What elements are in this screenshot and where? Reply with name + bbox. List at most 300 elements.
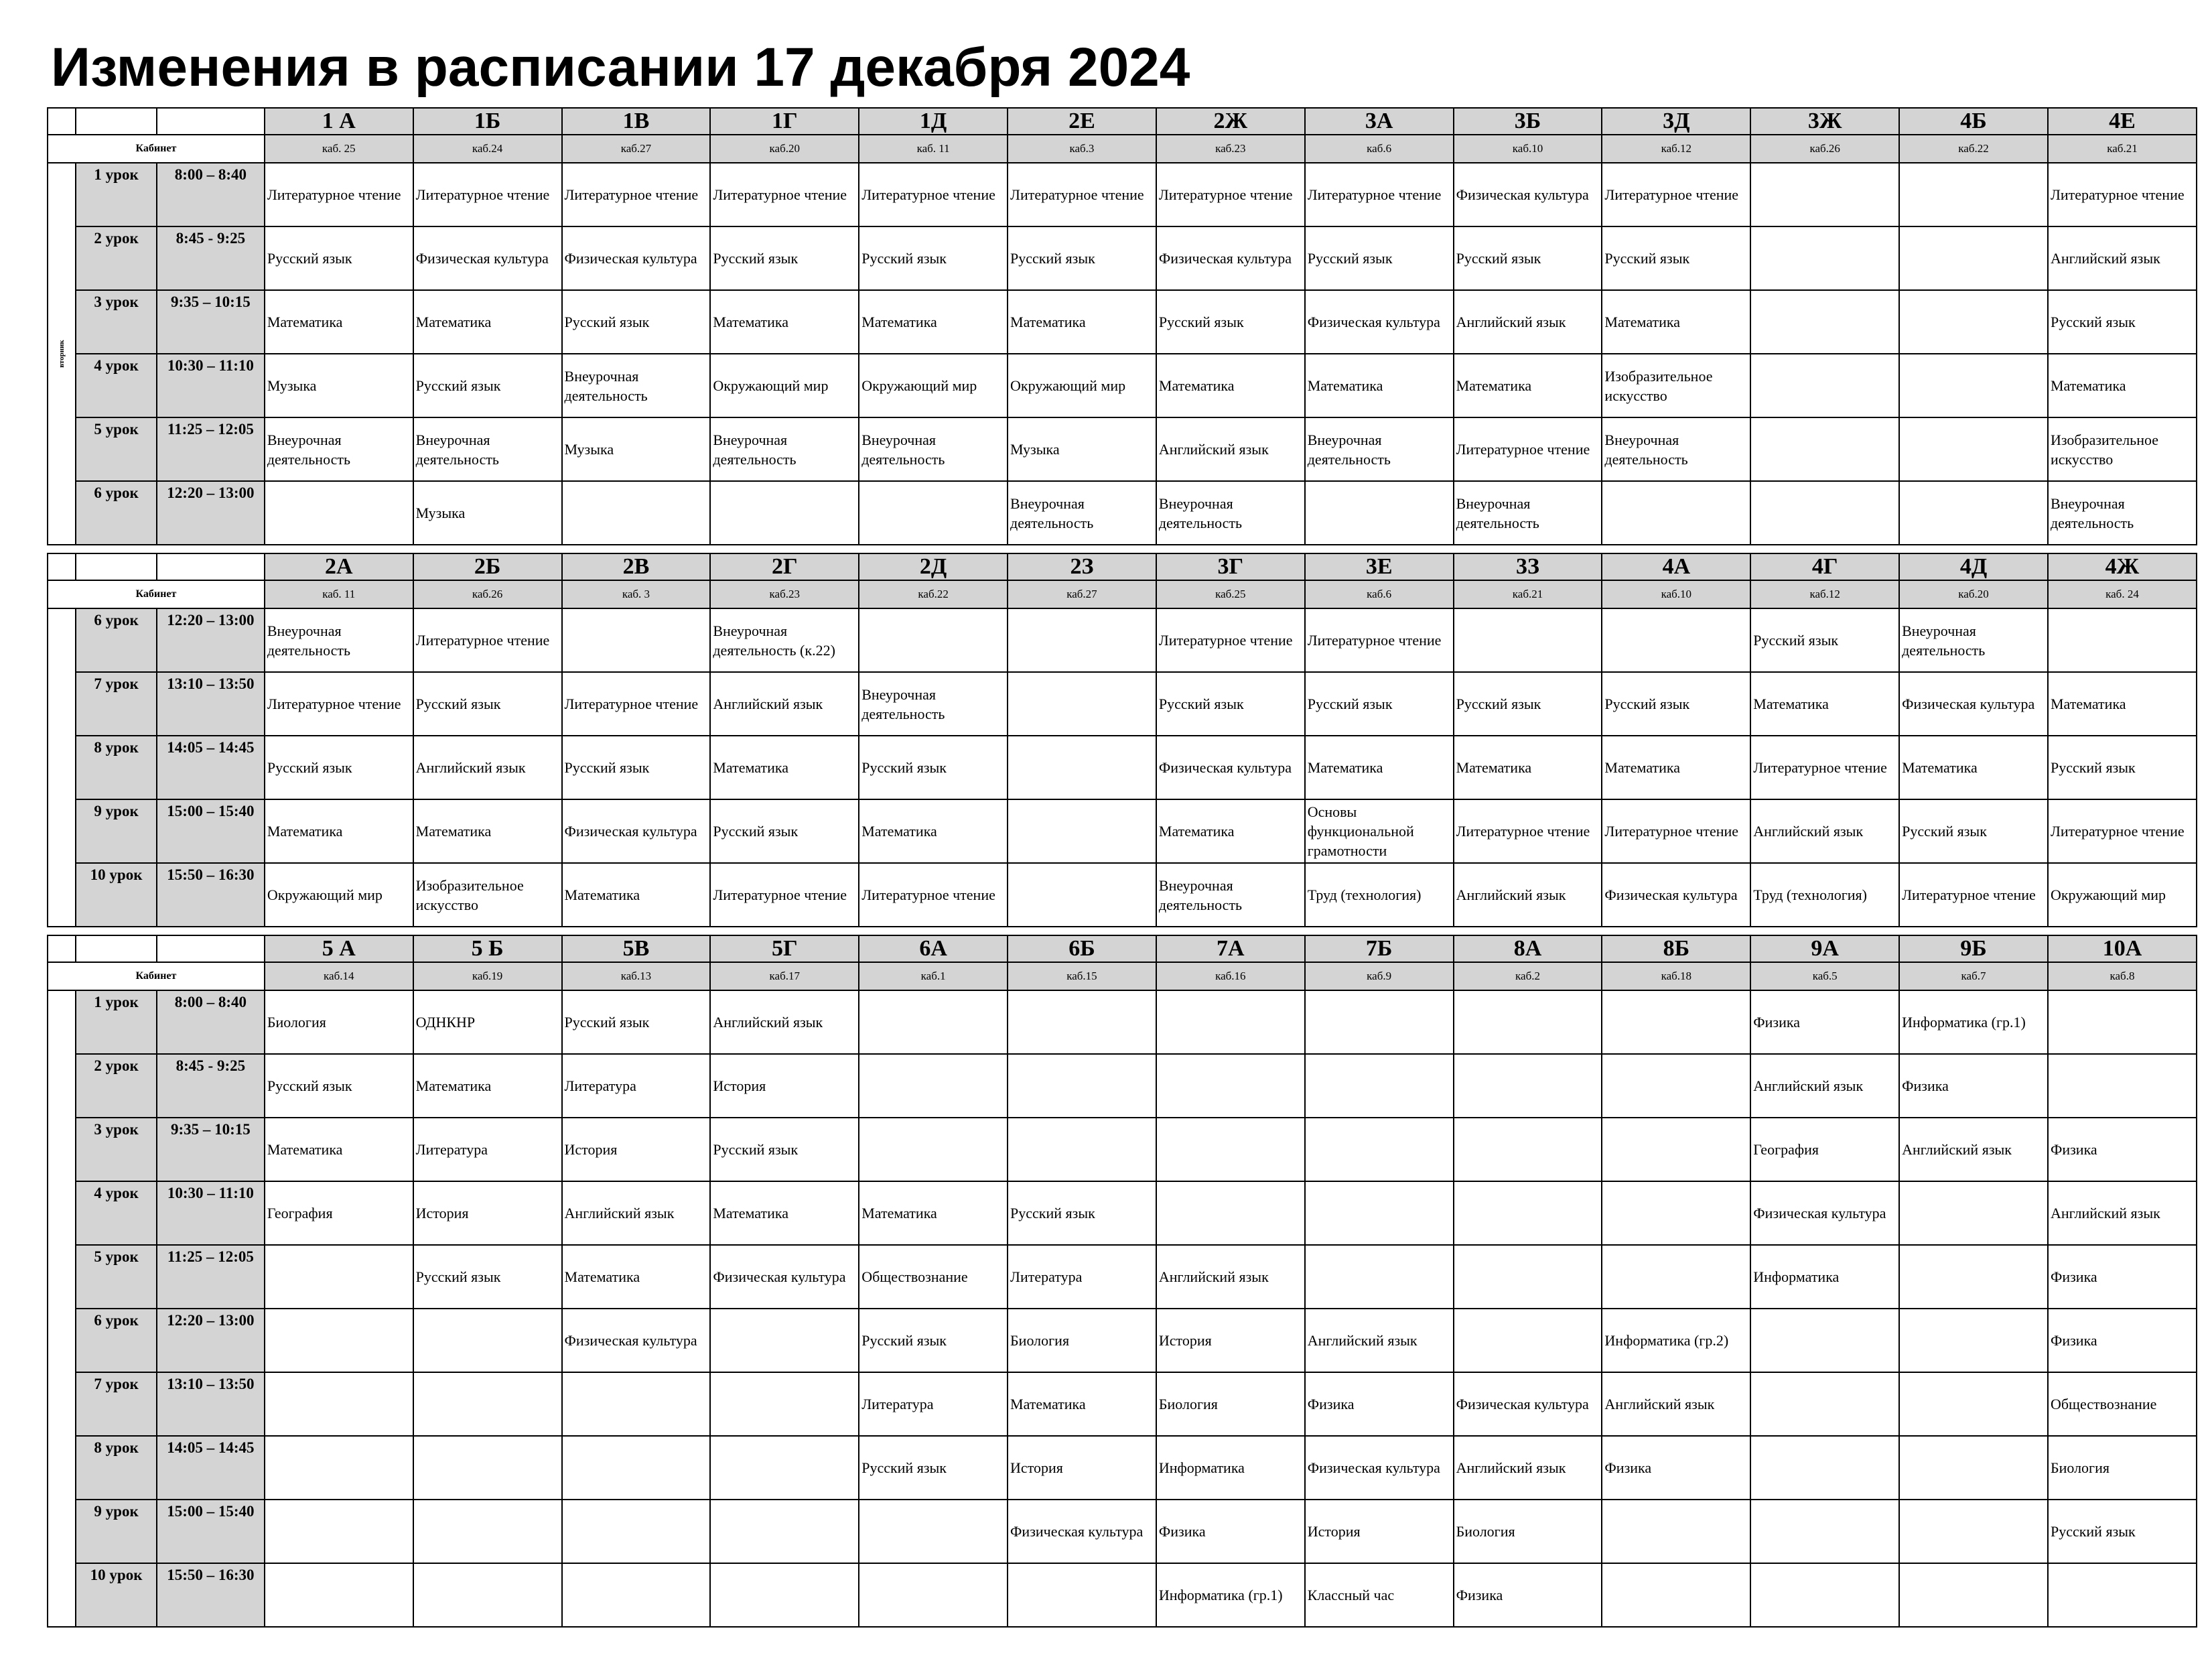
subject-cell xyxy=(1602,1181,1750,1245)
subject-cell xyxy=(1008,736,1156,799)
lesson-time: 12:20 – 13:00 xyxy=(157,608,265,672)
day-cell xyxy=(48,608,76,927)
cabinet-number: каб.20 xyxy=(1899,580,2048,608)
cabinet-row xyxy=(48,580,2197,608)
lesson-number: 4 урок xyxy=(76,1181,157,1245)
subject-cell: Окружающий мир xyxy=(710,354,859,417)
subject-cell xyxy=(1899,163,2048,226)
subject-cell: История xyxy=(413,1181,562,1245)
subject-cell: Математика xyxy=(1305,736,1454,799)
subject-cell: Английский язык xyxy=(710,990,859,1054)
subject-cell: Физика xyxy=(1305,1372,1454,1436)
class-name: 5 А xyxy=(265,935,413,962)
cabinet-number: каб.25 xyxy=(1156,580,1305,608)
cabinet-label: Кабинет xyxy=(48,580,265,608)
subject-cell: Литературное чтение xyxy=(562,672,711,736)
class-name: 8А xyxy=(1454,935,1602,962)
lesson-number: 2 урок xyxy=(76,226,157,290)
subject-cell: Русский язык xyxy=(710,1118,859,1181)
subject-cell: Математика xyxy=(1008,1372,1156,1436)
lesson-time: 9:35 – 10:15 xyxy=(157,290,265,354)
subject-cell xyxy=(859,990,1008,1054)
cabinet-number: каб.2 xyxy=(1454,962,1602,990)
subject-cell xyxy=(1899,1436,2048,1500)
schedule-block-1 xyxy=(47,107,2197,545)
cabinet-number: каб.26 xyxy=(1750,135,1899,163)
subject-cell: Русский язык xyxy=(1454,226,1602,290)
subject-cell: Литературное чтение xyxy=(1156,608,1305,672)
subject-cell: Литературное чтение xyxy=(562,163,711,226)
lesson-row xyxy=(48,799,2197,863)
cabinet-number: каб. 11 xyxy=(859,135,1008,163)
subject-cell xyxy=(1750,290,1899,354)
subject-cell xyxy=(1008,672,1156,736)
subject-cell: Русский язык xyxy=(710,799,859,863)
cabinet-number: каб.17 xyxy=(710,962,859,990)
cabinet-number: каб.24 xyxy=(413,135,562,163)
header-blank-cell xyxy=(48,935,76,962)
subject-cell xyxy=(1305,1245,1454,1309)
subject-cell xyxy=(1750,354,1899,417)
cabinet-number: каб.19 xyxy=(413,962,562,990)
subject-cell: Математика xyxy=(1454,354,1602,417)
class-name: 5В xyxy=(562,935,711,962)
subject-cell: Физическая культура xyxy=(1602,863,1750,927)
subject-cell: Музыка xyxy=(413,481,562,545)
subject-cell: Внеурочная деятельность xyxy=(859,417,1008,481)
subject-cell xyxy=(1008,799,1156,863)
subject-cell xyxy=(859,1563,1008,1627)
subject-cell xyxy=(1156,1118,1305,1181)
subject-cell xyxy=(1454,608,1602,672)
cabinet-row xyxy=(48,962,2197,990)
subject-cell xyxy=(859,1054,1008,1118)
subject-cell xyxy=(413,1436,562,1500)
subject-cell xyxy=(562,1500,711,1563)
cabinet-label: Кабинет xyxy=(48,962,265,990)
subject-cell xyxy=(1454,990,1602,1054)
subject-cell: Английский язык xyxy=(1750,1054,1899,1118)
class-name: 1В xyxy=(562,108,711,135)
class-name: 5 Б xyxy=(413,935,562,962)
subject-cell xyxy=(1454,1054,1602,1118)
cabinet-number: каб.27 xyxy=(562,135,711,163)
subject-cell: Русский язык xyxy=(562,290,711,354)
subject-cell: Информатика (гр.1) xyxy=(1899,990,2048,1054)
subject-cell: Русский язык xyxy=(859,736,1008,799)
subject-cell xyxy=(1602,1118,1750,1181)
subject-cell xyxy=(1602,1245,1750,1309)
subject-cell: История xyxy=(1156,1309,1305,1372)
subject-cell: Русский язык xyxy=(859,1436,1008,1500)
class-name: 9А xyxy=(1750,935,1899,962)
subject-cell xyxy=(562,481,711,545)
subject-cell xyxy=(1750,1436,1899,1500)
subject-cell: Математика xyxy=(859,799,1008,863)
cabinet-number: каб.20 xyxy=(710,135,859,163)
cabinet-number: каб.16 xyxy=(1156,962,1305,990)
header-blank-cell xyxy=(157,553,265,580)
header-blank-cell xyxy=(76,935,157,962)
subject-cell xyxy=(1156,1054,1305,1118)
subject-cell: История xyxy=(1305,1500,1454,1563)
class-name: 4Ж xyxy=(2048,553,2197,580)
class-name: 6Б xyxy=(1008,935,1156,962)
lesson-time: 12:20 – 13:00 xyxy=(157,1309,265,1372)
subject-cell xyxy=(1899,481,2048,545)
subject-cell: Русский язык xyxy=(1008,1181,1156,1245)
subject-cell: Математика xyxy=(1305,354,1454,417)
lesson-row xyxy=(48,226,2197,290)
lesson-number: 8 урок xyxy=(76,1436,157,1500)
subject-cell xyxy=(265,1500,413,1563)
subject-cell: Русский язык xyxy=(1156,290,1305,354)
lesson-number: 10 урок xyxy=(76,863,157,927)
subject-cell xyxy=(1008,863,1156,927)
lesson-time: 9:35 – 10:15 xyxy=(157,1118,265,1181)
class-name: 1Г xyxy=(710,108,859,135)
subject-cell: Математика xyxy=(1156,799,1305,863)
subject-cell: Окружающий мир xyxy=(2048,863,2197,927)
subject-cell xyxy=(562,608,711,672)
lesson-number: 6 урок xyxy=(76,608,157,672)
cabinet-number: каб.27 xyxy=(1008,580,1156,608)
lesson-row xyxy=(48,608,2197,672)
subject-cell: Русский язык xyxy=(562,990,711,1054)
subject-cell xyxy=(265,481,413,545)
subject-cell: Окружающий мир xyxy=(1008,354,1156,417)
subject-cell: Физика xyxy=(1750,990,1899,1054)
class-name: 2Ж xyxy=(1156,108,1305,135)
cabinet-number: каб.21 xyxy=(2048,135,2197,163)
cabinet-number: каб.15 xyxy=(1008,962,1156,990)
subject-cell: Литературное чтение xyxy=(2048,799,2197,863)
subject-cell xyxy=(562,1436,711,1500)
subject-cell: Биология xyxy=(1008,1309,1156,1372)
lesson-row xyxy=(48,481,2197,545)
subject-cell xyxy=(2048,1563,2197,1627)
subject-cell: Физическая культура xyxy=(710,1245,859,1309)
subject-cell: Литературное чтение xyxy=(859,163,1008,226)
subject-cell: Физическая культура xyxy=(1899,672,2048,736)
subject-cell xyxy=(710,1436,859,1500)
subject-cell: Русский язык xyxy=(413,354,562,417)
subject-cell: Математика xyxy=(1750,672,1899,736)
cabinet-number: каб.14 xyxy=(265,962,413,990)
subject-cell xyxy=(1156,990,1305,1054)
subject-cell: Биология xyxy=(2048,1436,2197,1500)
cabinet-number: каб.6 xyxy=(1305,580,1454,608)
cabinet-number: каб.9 xyxy=(1305,962,1454,990)
subject-cell xyxy=(1454,1245,1602,1309)
subject-cell: Русский язык xyxy=(1305,226,1454,290)
subject-cell: Информатика xyxy=(1156,1436,1305,1500)
subject-cell: Русский язык xyxy=(710,226,859,290)
subject-cell xyxy=(1008,608,1156,672)
subject-cell: Внеурочная деятельность xyxy=(1305,417,1454,481)
lesson-number: 4 урок xyxy=(76,354,157,417)
class-name: 4Б xyxy=(1899,108,2048,135)
subject-cell: Физическая культура xyxy=(1305,290,1454,354)
header-blank-cell xyxy=(157,935,265,962)
subject-cell: Математика xyxy=(265,290,413,354)
subject-cell: Музыка xyxy=(265,354,413,417)
subject-cell: Литературное чтение xyxy=(1750,736,1899,799)
cabinet-number: каб.10 xyxy=(1602,580,1750,608)
subject-cell xyxy=(1899,1372,2048,1436)
cabinet-number: каб.22 xyxy=(859,580,1008,608)
subject-cell xyxy=(413,1563,562,1627)
class-name: 4Д xyxy=(1899,553,2048,580)
class-name: 3Г xyxy=(1156,553,1305,580)
subject-cell: Русский язык xyxy=(2048,736,2197,799)
subject-cell xyxy=(1602,1054,1750,1118)
subject-cell: Литературное чтение xyxy=(265,163,413,226)
subject-cell: ОДНКНР xyxy=(413,990,562,1054)
subject-cell: История xyxy=(1008,1436,1156,1500)
subject-cell: Математика xyxy=(710,1181,859,1245)
subject-cell xyxy=(265,1372,413,1436)
lesson-row xyxy=(48,417,2197,481)
subject-cell: Внеурочная деятельность xyxy=(2048,481,2197,545)
subject-cell: Математика xyxy=(859,290,1008,354)
lesson-number: 5 урок xyxy=(76,1245,157,1309)
lesson-time: 12:20 – 13:00 xyxy=(157,481,265,545)
subject-cell: Физика xyxy=(1156,1500,1305,1563)
subject-cell: Русский язык xyxy=(859,1309,1008,1372)
lesson-row xyxy=(48,163,2197,226)
subject-cell: Внеурочная деятельность xyxy=(859,672,1008,736)
subject-cell: Литературное чтение xyxy=(710,863,859,927)
subject-cell: Физическая культура xyxy=(1156,736,1305,799)
subject-cell xyxy=(710,481,859,545)
cabinet-number: каб.6 xyxy=(1305,135,1454,163)
subject-cell: Физика xyxy=(2048,1118,2197,1181)
class-name: 2Д xyxy=(859,553,1008,580)
subject-cell: Английский язык xyxy=(1454,1436,1602,1500)
lesson-time: 13:10 – 13:50 xyxy=(157,1372,265,1436)
lesson-row xyxy=(48,1118,2197,1181)
subject-cell xyxy=(413,1309,562,1372)
lesson-time: 8:00 – 8:40 xyxy=(157,990,265,1054)
subject-cell: Русский язык xyxy=(413,1245,562,1309)
subject-cell: Изобразительное искусство xyxy=(2048,417,2197,481)
subject-cell: Изобразительное искусство xyxy=(1602,354,1750,417)
cabinet-number: каб.1 xyxy=(859,962,1008,990)
subject-cell: Математика xyxy=(2048,672,2197,736)
class-name: 2В xyxy=(562,553,711,580)
subject-cell xyxy=(1602,1563,1750,1627)
subject-cell: Литературное чтение xyxy=(710,163,859,226)
subject-cell xyxy=(859,608,1008,672)
lesson-number: 10 урок xyxy=(76,1563,157,1627)
subject-cell: Английский язык xyxy=(2048,1181,2197,1245)
subject-cell xyxy=(1602,990,1750,1054)
subject-cell: Литературное чтение xyxy=(2048,163,2197,226)
subject-cell: Обществознание xyxy=(859,1245,1008,1309)
class-name: 3А xyxy=(1305,108,1454,135)
lesson-time: 15:00 – 15:40 xyxy=(157,799,265,863)
subject-cell: Русский язык xyxy=(1899,799,2048,863)
subject-cell: География xyxy=(265,1181,413,1245)
subject-cell xyxy=(1454,1181,1602,1245)
subject-cell: Основы функциональной грамотности xyxy=(1305,799,1454,863)
class-name: 1Б xyxy=(413,108,562,135)
subject-cell: Биология xyxy=(1156,1372,1305,1436)
subject-cell xyxy=(1602,608,1750,672)
cabinet-number: каб.18 xyxy=(1602,962,1750,990)
cabinet-label: Кабинет xyxy=(48,135,265,163)
subject-cell xyxy=(1899,1500,2048,1563)
cabinet-number: каб.12 xyxy=(1750,580,1899,608)
subject-cell: Внеурочная деятельность xyxy=(562,354,711,417)
subject-cell: Биология xyxy=(1454,1500,1602,1563)
subject-cell: Русский язык xyxy=(1602,226,1750,290)
subject-cell: Английский язык xyxy=(1899,1118,2048,1181)
subject-cell xyxy=(1305,1181,1454,1245)
lesson-row xyxy=(48,1245,2197,1309)
subject-cell: Литература xyxy=(859,1372,1008,1436)
lesson-number: 3 урок xyxy=(76,1118,157,1181)
lesson-number: 1 урок xyxy=(76,990,157,1054)
subject-cell xyxy=(1454,1309,1602,1372)
lesson-row xyxy=(48,736,2197,799)
cabinet-number: каб. 25 xyxy=(265,135,413,163)
cabinet-number: каб. 3 xyxy=(562,580,711,608)
cabinet-number: каб.26 xyxy=(413,580,562,608)
lesson-time: 10:30 – 11:10 xyxy=(157,354,265,417)
timetable xyxy=(47,107,2197,545)
subject-cell: Физика xyxy=(1454,1563,1602,1627)
subject-cell xyxy=(1750,481,1899,545)
subject-cell xyxy=(710,1563,859,1627)
lesson-time: 13:10 – 13:50 xyxy=(157,672,265,736)
day-cell xyxy=(48,163,76,545)
subject-cell: Внеурочная деятельность xyxy=(1156,481,1305,545)
subject-cell xyxy=(1750,417,1899,481)
subject-cell xyxy=(1156,1181,1305,1245)
subject-cell: Литературное чтение xyxy=(1899,863,2048,927)
subject-cell: Математика xyxy=(1008,290,1156,354)
subject-cell: Физическая культура xyxy=(562,799,711,863)
class-name: 2Е xyxy=(1008,108,1156,135)
subject-cell: Биология xyxy=(265,990,413,1054)
cabinet-number: каб.23 xyxy=(1156,135,1305,163)
subject-cell xyxy=(413,1500,562,1563)
lesson-row xyxy=(48,1309,2197,1372)
class-name: 4Г xyxy=(1750,553,1899,580)
class-header-row xyxy=(48,553,2197,580)
subject-cell xyxy=(710,1372,859,1436)
class-name: 3З xyxy=(1454,553,1602,580)
subject-cell: Внеурочная деятельность xyxy=(1156,863,1305,927)
subject-cell: Музыка xyxy=(1008,417,1156,481)
subject-cell xyxy=(1008,990,1156,1054)
subject-cell: Физическая культура xyxy=(562,226,711,290)
subject-cell: Литературное чтение xyxy=(1602,799,1750,863)
subject-cell: Английский язык xyxy=(562,1181,711,1245)
subject-cell: Внеурочная деятельность xyxy=(1454,481,1602,545)
class-header-row xyxy=(48,108,2197,135)
lesson-number: 2 урок xyxy=(76,1054,157,1118)
subject-cell: Физика xyxy=(1602,1436,1750,1500)
cabinet-number: каб.12 xyxy=(1602,135,1750,163)
subject-cell xyxy=(710,1500,859,1563)
lesson-row xyxy=(48,1500,2197,1563)
subject-cell xyxy=(1750,1563,1899,1627)
subject-cell: Математика xyxy=(413,1054,562,1118)
subject-cell: Русский язык xyxy=(562,736,711,799)
subject-cell: Русский язык xyxy=(859,226,1008,290)
subject-cell: Литературное чтение xyxy=(413,608,562,672)
lesson-number: 7 урок xyxy=(76,672,157,736)
subject-cell: Информатика xyxy=(1750,1245,1899,1309)
subject-cell: Математика xyxy=(859,1181,1008,1245)
lesson-number: 8 урок xyxy=(76,736,157,799)
cabinet-number: каб.7 xyxy=(1899,962,2048,990)
header-blank-cell xyxy=(76,108,157,135)
subject-cell: Русский язык xyxy=(2048,1500,2197,1563)
subject-cell: Музыка xyxy=(562,417,711,481)
subject-cell xyxy=(413,1372,562,1436)
subject-cell xyxy=(2048,1054,2197,1118)
subject-cell: Русский язык xyxy=(1750,608,1899,672)
lesson-number: 9 урок xyxy=(76,1500,157,1563)
subject-cell: Математика xyxy=(1156,354,1305,417)
cabinet-number: каб.3 xyxy=(1008,135,1156,163)
timetable xyxy=(47,553,2197,927)
subject-cell xyxy=(1008,1563,1156,1627)
subject-cell xyxy=(2048,990,2197,1054)
subject-cell: Русский язык xyxy=(1008,226,1156,290)
day-cell xyxy=(48,990,76,1627)
subject-cell: Математика xyxy=(1454,736,1602,799)
cabinet-number: каб. 24 xyxy=(2048,580,2197,608)
subject-cell: Физика xyxy=(2048,1309,2197,1372)
subject-cell: Информатика (гр.1) xyxy=(1156,1563,1305,1627)
subject-cell xyxy=(562,1563,711,1627)
subject-cell: Труд (технология) xyxy=(1750,863,1899,927)
subject-cell xyxy=(1305,1054,1454,1118)
subject-cell: Литературное чтение xyxy=(265,672,413,736)
subject-cell: Физическая культура xyxy=(1454,1372,1602,1436)
subject-cell: Литература xyxy=(1008,1245,1156,1309)
subject-cell xyxy=(1899,1245,2048,1309)
subject-cell xyxy=(1899,417,2048,481)
subject-cell: Математика xyxy=(413,290,562,354)
subject-cell: Физическая культура xyxy=(1454,163,1602,226)
lesson-time: 8:45 - 9:25 xyxy=(157,1054,265,1118)
subject-cell xyxy=(1899,290,2048,354)
timetable xyxy=(47,935,2197,1628)
subject-cell: Литературное чтение xyxy=(1305,608,1454,672)
subject-cell: Физическая культура xyxy=(562,1309,711,1372)
subject-cell: География xyxy=(1750,1118,1899,1181)
class-name: 5Г xyxy=(710,935,859,962)
subject-cell: Русский язык xyxy=(1602,672,1750,736)
cabinet-number: каб.22 xyxy=(1899,135,2048,163)
class-name: 10А xyxy=(2048,935,2197,962)
class-name: 2З xyxy=(1008,553,1156,580)
subject-cell: Математика xyxy=(1602,290,1750,354)
subject-cell: Математика xyxy=(562,1245,711,1309)
class-header-row xyxy=(48,935,2197,962)
subject-cell xyxy=(1008,1118,1156,1181)
subject-cell xyxy=(1602,481,1750,545)
subject-cell xyxy=(1008,1054,1156,1118)
lesson-row xyxy=(48,1181,2197,1245)
subject-cell xyxy=(859,481,1008,545)
